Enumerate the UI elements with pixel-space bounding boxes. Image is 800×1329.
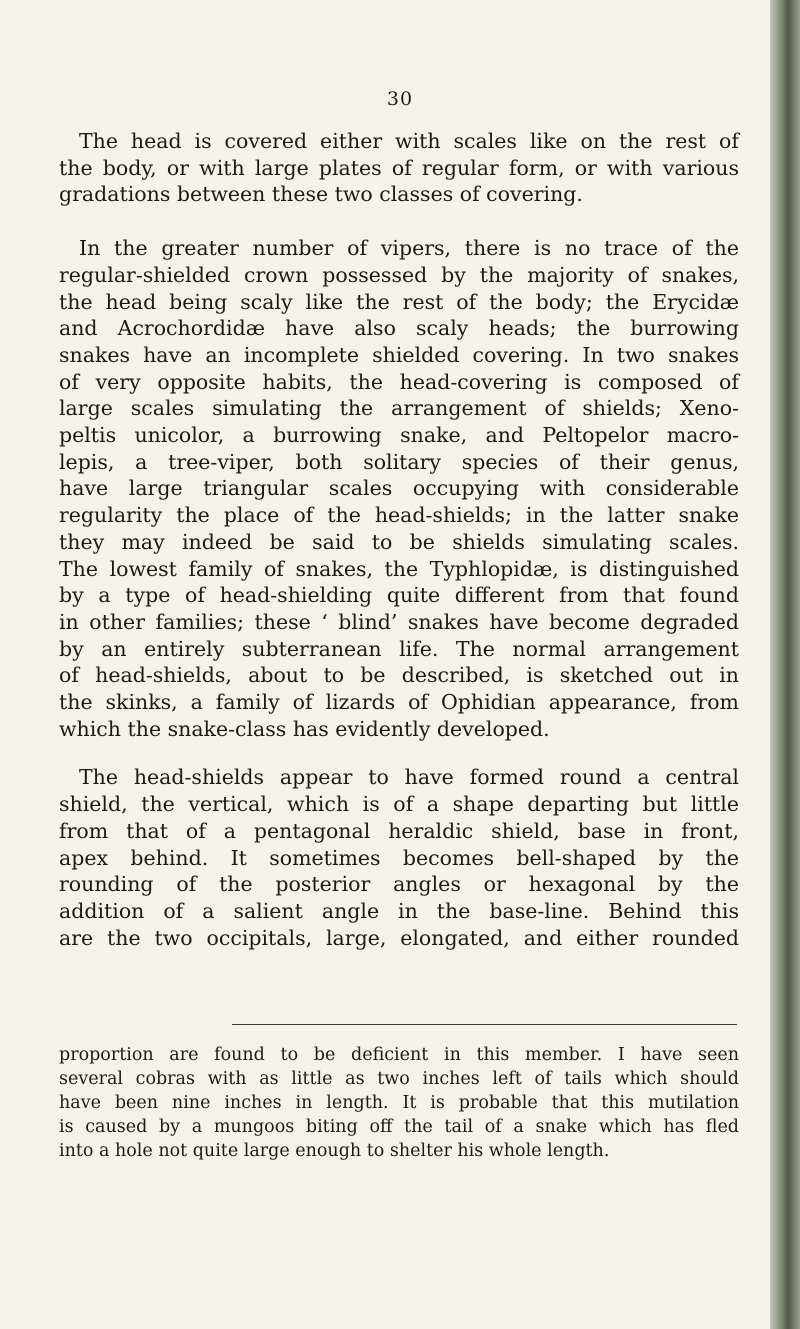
text-line: and Acrochordidæ have also scaly heads; the burrowing [59,316,739,341]
footnote-line: is caused by a mungoos biting off the tail of a snake which has fled [59,1117,739,1137]
paragraph-head-shields [59,764,739,951]
text-line: lepis, a tree-viper, both solitary species of their genus, [59,449,739,474]
text-line: gradations between these two classes of covering. [59,182,583,207]
text-line: snakes have an incomplete shielded covering. In two snakes [59,342,739,367]
text-line: apex behind. It sometimes becomes bell-shaped by the [59,845,739,870]
text-line: In the greater number of vipers, there is no trace of the [79,236,739,261]
text-line: The head is covered either with scales like on the rest of [79,129,739,153]
page-number: 30 [386,88,414,110]
text-line: by a type of head-shielding quite different from that found [59,583,739,608]
footnote-line: have been nine inches in length. It is probable that this mutilation [59,1093,739,1113]
text-line: The lowest family of snakes, the Typhlopidæ, is distinguished [59,556,739,581]
text-line: rounding of the posterior angles or hexagonal by the [59,872,739,897]
text-line: of head-shields, about to be described, is sketched out in [59,663,739,688]
footnote-line: proportion are found to be deficient in this member. I have seen [59,1045,739,1065]
text-line: which the snake-class has evidently developed. [59,716,550,741]
text-line: The head-shields appear to have formed round a central [79,765,739,790]
footnote-line: several cobras with as little as two inches left of tails which should [59,1069,739,1089]
text-line: in other families; these ‘ blind’ snakes have become degraded [59,609,739,634]
text-line: of very opposite habits, the head-covering is composed of [59,369,739,394]
paragraph-head-covering [59,128,739,208]
text-line: are the two occipitals, large, elongated, and either rounded [59,925,739,950]
text-line: the skinks, a family of lizards of Ophidian appearance, from [59,690,739,715]
footnote-rule [232,1024,737,1025]
text-line: regular-shielded crown possessed by the majority of snakes, [59,262,739,287]
page-binding-edge [770,0,800,1329]
paragraph-vipers [59,235,739,742]
text-line: from that of a pentagonal heraldic shield, base in front, [59,818,739,843]
text-line: by an entirely subterranean life. The normal arrangement [59,636,739,661]
text-line: large scales simulating the arrangement of shields; Xeno- [59,396,739,421]
text-line: the body, or with large plates of regular form, or with various [59,155,739,180]
text-line: they may indeed be said to be shields simulating scales. [59,529,739,554]
footnote [59,1043,739,1163]
text-line: addition of a salient angle in the base-line. Behind this [59,898,739,923]
text-line: have large triangular scales occupying with considerable [59,476,739,501]
text-line: regularity the place of the head-shields; in the latter snake [59,503,739,528]
text-line: peltis unicolor, a burrowing snake, and Peltopelor macro- [59,423,739,448]
text-line: shield, the vertical, which is of a shape departing but little [59,792,739,817]
footnote-line: into a hole not quite large enough to shelter his whole length. [59,1141,610,1161]
text-line: the head being scaly like the rest of the body; the Erycidæ [59,289,739,314]
body-text [59,128,739,951]
